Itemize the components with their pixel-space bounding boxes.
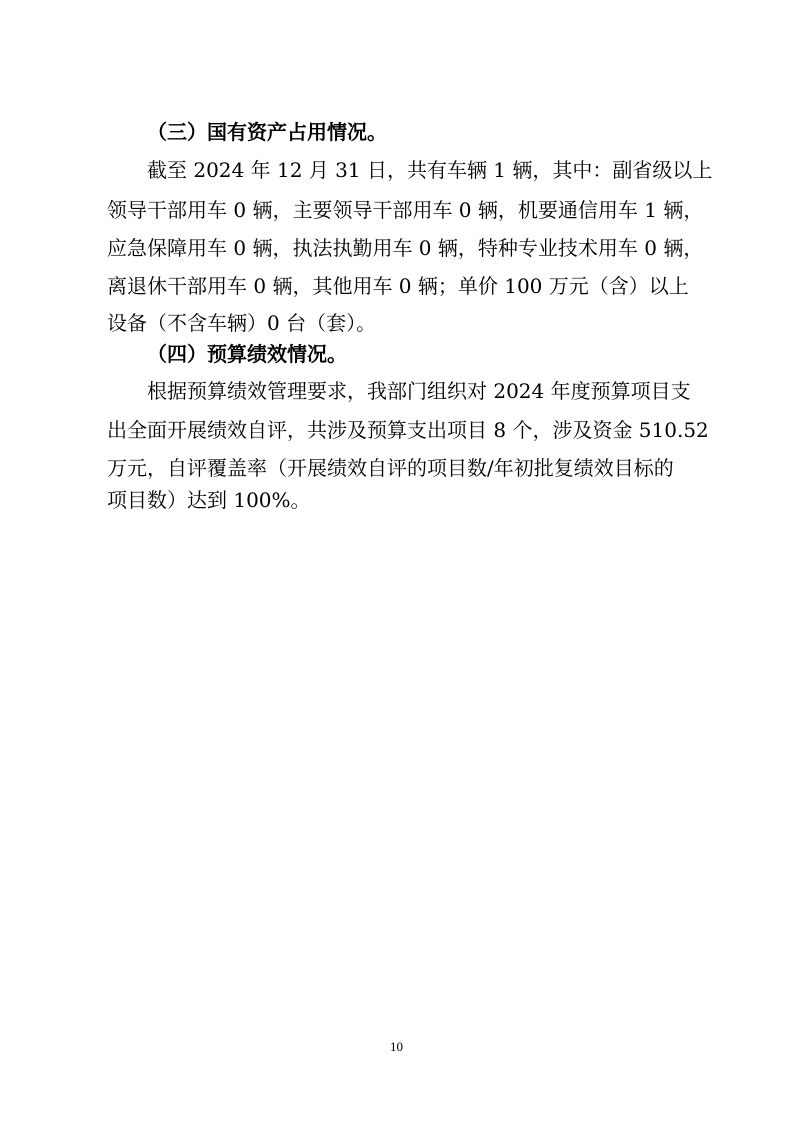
paragraph-line: 截至 2024 年 12 月 31 日，共有车辆 1 辆，其中：副省级以上	[147, 158, 713, 182]
paragraph-line: 应急保障用车 0 辆，执法执勤用车 0 辆，特种专业技术用车 0 辆，	[107, 236, 704, 260]
paragraph-line: 出全面开展绩效自评，共涉及预算支出项目 8 个，涉及资金 510.52	[107, 418, 709, 442]
page-number: 10	[390, 1039, 403, 1054]
paragraph-line: 离退休干部用车 0 辆，其他用车 0 辆；单价 100 万元（含）以上	[107, 274, 689, 298]
paragraph-line: 项目数）达到 100%。	[107, 488, 311, 512]
paragraph-line: 根据预算绩效管理要求，我部门组织对 2024 年度预算项目支	[147, 379, 691, 403]
section-heading-budget-performance: （四）预算绩效情况。	[147, 342, 347, 366]
section-heading-state-assets: （三）国有资产占用情况。	[147, 120, 387, 144]
paragraph-line: 万元，自评覆盖率（开展绩效自评的项目数/年初批复绩效目标的	[107, 456, 674, 480]
paragraph-line: 设备（不含车辆）0 台（套）。	[107, 311, 377, 335]
paragraph-line: 领导干部用车 0 辆，主要领导干部用车 0 辆，机要通信用车 1 辆，	[107, 198, 704, 222]
